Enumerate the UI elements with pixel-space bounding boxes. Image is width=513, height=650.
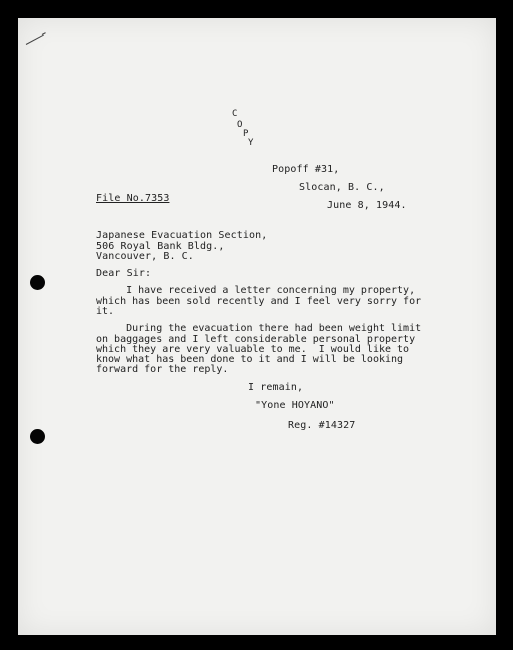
body-line: forward for the reply.	[96, 364, 229, 375]
copy-letter: P	[243, 129, 249, 139]
recipient-line: 506 Royal Bank Bldg.,	[96, 241, 225, 252]
letter-date: June 8, 1944.	[327, 200, 407, 211]
punch-hole	[30, 429, 45, 444]
body-line: which they are very valuable to me. I would like to	[96, 344, 410, 355]
closing: I remain,	[248, 382, 304, 393]
body-line: know what has been done to it and I will be looking	[96, 354, 404, 365]
copy-letter: C	[232, 109, 238, 119]
salutation: Dear Sir:	[96, 268, 152, 279]
sender-address-line: Popoff #31,	[272, 164, 340, 175]
registration-number: Reg. #14327	[288, 420, 356, 431]
punch-hole	[30, 275, 45, 290]
body-line: I have received a letter concerning my property,	[96, 285, 416, 296]
copy-letter: O	[237, 120, 243, 130]
body-line: it.	[96, 306, 115, 317]
file-number: File No.7353	[96, 193, 170, 204]
body-line: During the evacuation there had been weight limit	[96, 323, 422, 334]
recipient-line: Vancouver, B. C.	[96, 251, 194, 262]
copy-letter: Y	[248, 138, 254, 148]
body-line: on baggages and I left considerable personal property	[96, 334, 416, 345]
body-line: which has been sold recently and I feel very sorry for	[96, 296, 422, 307]
sender-address-line: Slocan, B. C.,	[299, 182, 385, 193]
signature: "Yone HOYANO"	[255, 400, 335, 411]
recipient-line: Japanese Evacuation Section,	[96, 230, 268, 241]
